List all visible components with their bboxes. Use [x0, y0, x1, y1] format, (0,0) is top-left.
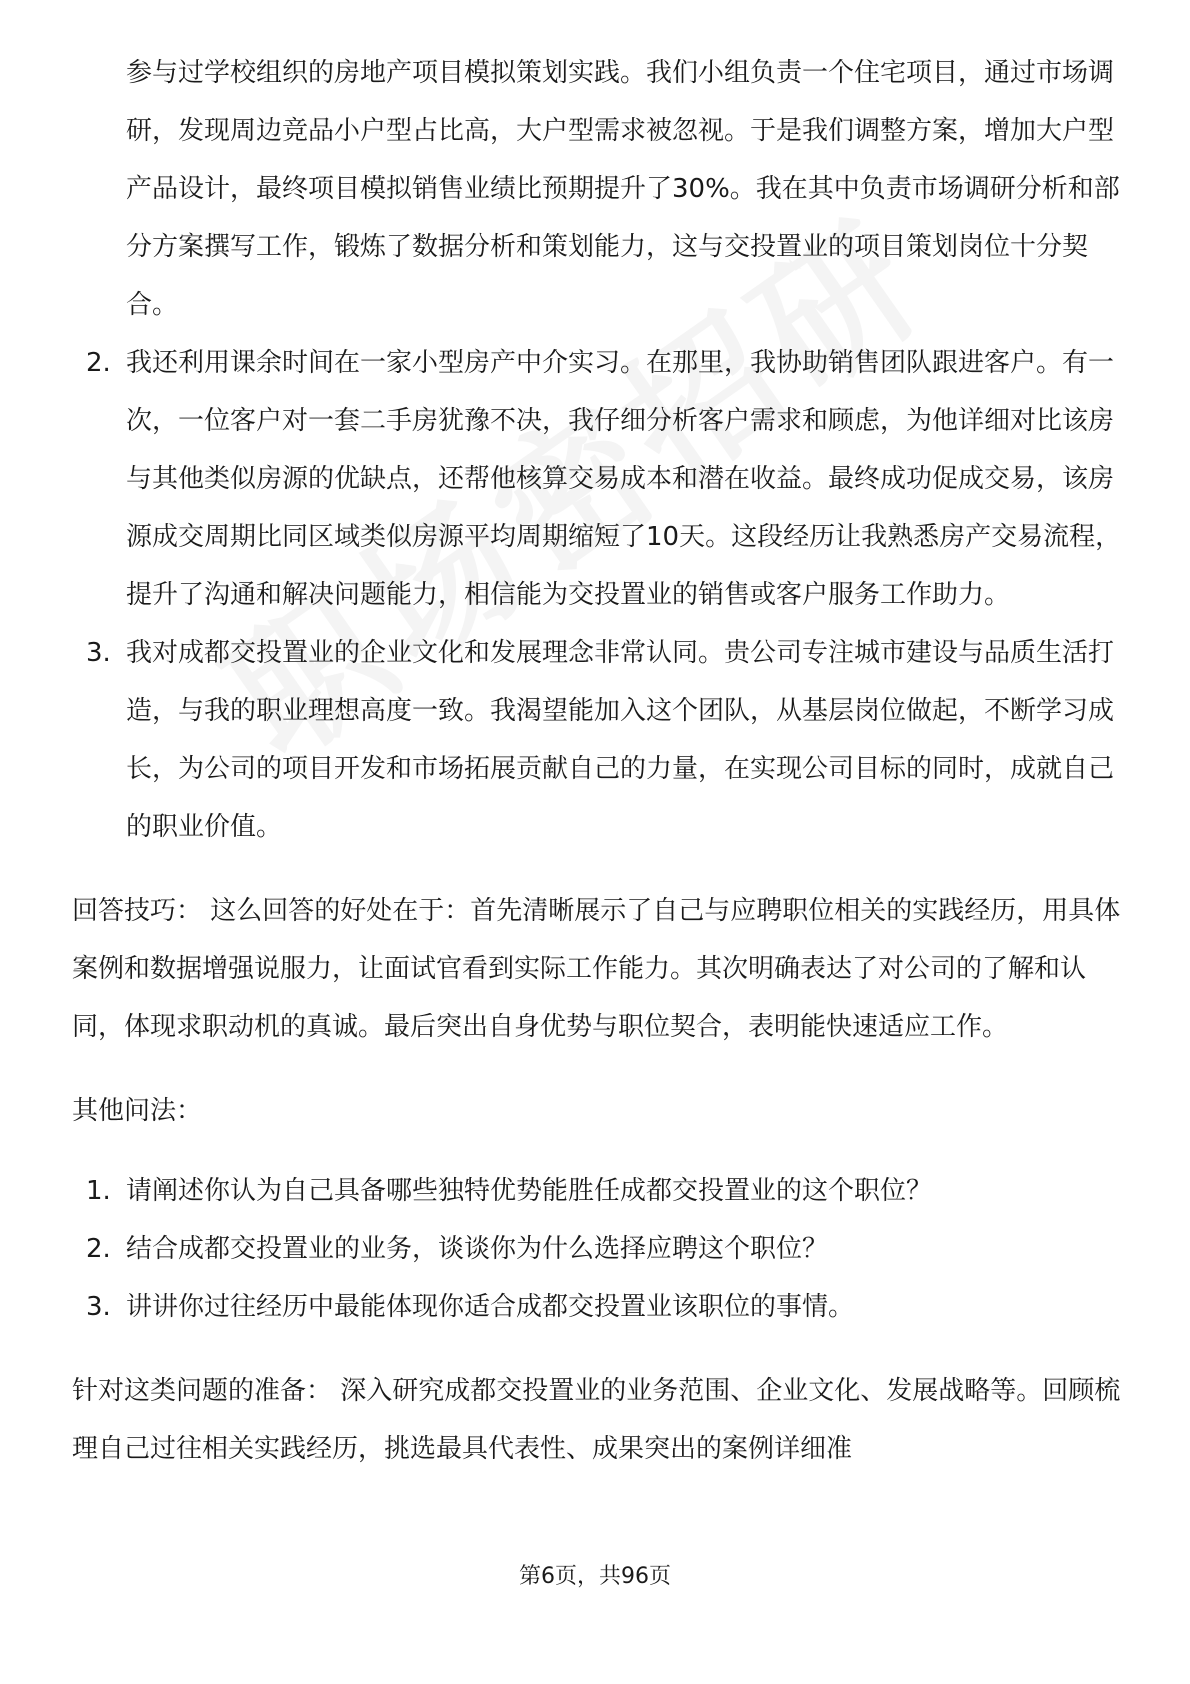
answer-list — [72, 334, 1122, 856]
list-item — [72, 1278, 1122, 1336]
list-text: 结合成都交投置业的业务，谈谈你为什么选择应聘这个职位？ — [126, 1234, 829, 1264]
tips-section — [72, 882, 1122, 1056]
tips-label: 回答技巧： — [72, 896, 203, 926]
list-number: 2. — [86, 348, 111, 378]
preparation-label: 针对这类问题的准备： — [72, 1376, 333, 1406]
page-number-footer: 第6页，共96页 — [519, 1564, 671, 1589]
list-number: 2. — [86, 1234, 111, 1264]
list-item — [72, 1162, 1122, 1220]
list-item — [72, 334, 1122, 624]
list-text: 我对成都交投置业的企业文化和发展理念非常认同。贵公司专注城市建设与品质生活打造，与我的职业理想高度一致。我渴望能加入这个团队，从基层岗位做起，不断学习成长，为公司的项目开发和市场拓展贡献自己的力量，在实现公司目标的同时，成就自己的职业价值。 — [126, 638, 1115, 842]
other-questions-heading: 其他问法： — [72, 1096, 203, 1126]
list-text: 请阐述你认为自己具备哪些独特优势能胜任成都交投置业的这个职位？ — [126, 1176, 933, 1206]
list-number: 3. — [86, 638, 111, 668]
list-number: 3. — [86, 1292, 111, 1322]
tips-text: 这么回答的好处在于：首先清晰展示了自己与应聘职位相关的实践经历，用具体案例和数据增强说服力，让面试官看到实际工作能力。其次明确表达了对公司的了解和认同，体现求职动机的真诚。最后突出自身优势与职位契合，表明能快速适应工作。 — [72, 896, 1121, 1042]
preparation-text: 深入研究成都交投置业的业务范围、企业文化、发展战略等。回顾梳理自己过往相关实践经历，挑选最具代表性、成果突出的案例详细准 — [72, 1376, 1121, 1464]
page-content — [72, 44, 1122, 1478]
list-number: 1. — [86, 1176, 111, 1206]
list-item — [72, 1220, 1122, 1278]
list-text: 讲讲你过往经历中最能体现你适合成都交投置业该职位的事情。 — [126, 1292, 855, 1322]
list-item — [72, 624, 1122, 856]
other-questions-list — [72, 1162, 1122, 1336]
preparation-section — [72, 1362, 1122, 1478]
list-text: 我还利用课余时间在一家小型房产中介实习。在那里，我协助销售团队跟进客户。有一次，一位客户对一套二手房犹豫不决，我仔细分析客户需求和顾虑，为他详细对比该房与其他类似房源的优缺点，还帮他核算交易成本和潜在收益。最终成功促成交易，该房源成交周期比同区域类似房源平均周期缩短了10天。这段经历让我熟悉房产交易流程，提升了沟通和解决问题能力，相信能为交投置业的销售或客户服务工作助力。 — [126, 348, 1122, 610]
continued-answer-paragraph: 参与过学校组织的房地产项目模拟策划实践。我们小组负责一个住宅项目，通过市场调研，发现周边竞品小户型占比高，大户型需求被忽视。于是我们调整方案，增加大户型产品设计，最终项目模拟销售业绩比预期提升了30%。我在其中负责市场调研分析和部分方案撰写工作，锻炼了数据分析和策划能力，这与交投置业的项目策划岗位十分契合。 — [126, 58, 1120, 320]
